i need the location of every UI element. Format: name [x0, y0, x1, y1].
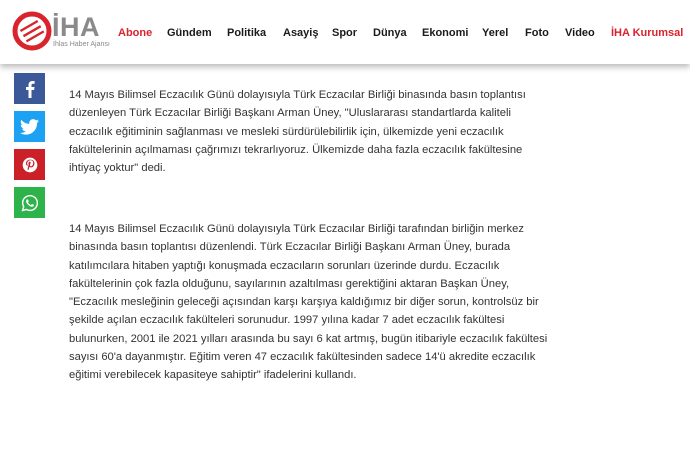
facebook-share-button[interactable] [14, 73, 45, 104]
twitter-icon [20, 119, 39, 135]
pinterest-icon [22, 156, 38, 174]
nav-item-iha-kurumsal[interactable]: İHA Kurumsal [611, 27, 684, 39]
nav-item-abone[interactable]: Abone [118, 27, 153, 39]
nav-item-gundem[interactable]: Gündem [167, 27, 212, 39]
iha-logo[interactable] [12, 11, 112, 53]
whatsapp-share-button[interactable] [14, 187, 45, 218]
twitter-share-button[interactable] [14, 111, 45, 142]
iha-logo-mark-icon [12, 11, 52, 51]
site-header [0, 0, 690, 64]
logo-text: İHA [52, 12, 100, 42]
article-paragraph-2: 14 Mayıs Bilimsel Eczacılık Günü dolayısıyla Türk Eczacılar Birliği tarafından birliğin merkez binasında basın toplantısı düzenlendi. Türk Eczacılar Birliği Başkanı Arman Üney, burada katılımcılara hitaben yaptığı konuşmada eczacıların sorunları üzerinde durdu. Eczacılık fakültelerinin çok fazla olduğunu, sayılarının azaltılması gerektiğini aktaran Başkan Üney, "Eczacılık mesleğinin geleceği açısından karşı karşıya kaldığımız bir diğer sorun, kontrolsüz bir şekilde açılan eczacılık fakülteleri sorunudur. 1997 yılına kadar 7 adet eczacılık fakültesi bulunurken, 2001 ile 2021 yılları arasında bu sayı 6 kat artmış, bugün itibariyle eczacılık fakültesi sayısı 60'a dayanmıştır. Eğitim veren 47 eczacılık fakültesinden sadece 14'ü akredite eczacılık eğitimi verebilecek kapasiteye sahiptir" ifadelerini kullandı. [69, 223, 548, 382]
nav-item-ekonomi[interactable]: Ekonomi [422, 27, 469, 39]
nav-item-dunya[interactable]: Dünya [373, 27, 407, 39]
nav-item-spor[interactable]: Spor [332, 27, 358, 39]
nav-item-asayis[interactable]: Asayiş [283, 27, 319, 39]
nav-item-video[interactable]: Video [565, 27, 595, 39]
whatsapp-icon [21, 194, 39, 212]
nav-item-politika[interactable]: Politika [227, 27, 267, 39]
article-paragraph-1: 14 Mayıs Bilimsel Eczacılık Günü dolayısıyla Türk Eczacılar Birliği binasında basın toplantısı düzenleyen Türk Eczacılar Birliği Başkanı Arman Üney, "Uluslararası standartlarda kaliteli eczacılık eğitiminin sağlanması ve mesleki sürdürülebilirlik için, ülkemizde yeni eczacılık fakültelerinin açılmaması çağrımızı tekrarlıyoruz. Ülkemizde daha fazla eczacılık fakültesine ihtiyaç yoktur" dedi. [69, 89, 526, 175]
nav-item-foto[interactable]: Foto [525, 27, 549, 39]
pinterest-share-button[interactable] [14, 149, 45, 180]
logo-tagline: İhlas Haber Ajansı [53, 41, 110, 48]
nav-item-yerel[interactable]: Yerel [482, 27, 509, 39]
facebook-icon [22, 80, 38, 98]
